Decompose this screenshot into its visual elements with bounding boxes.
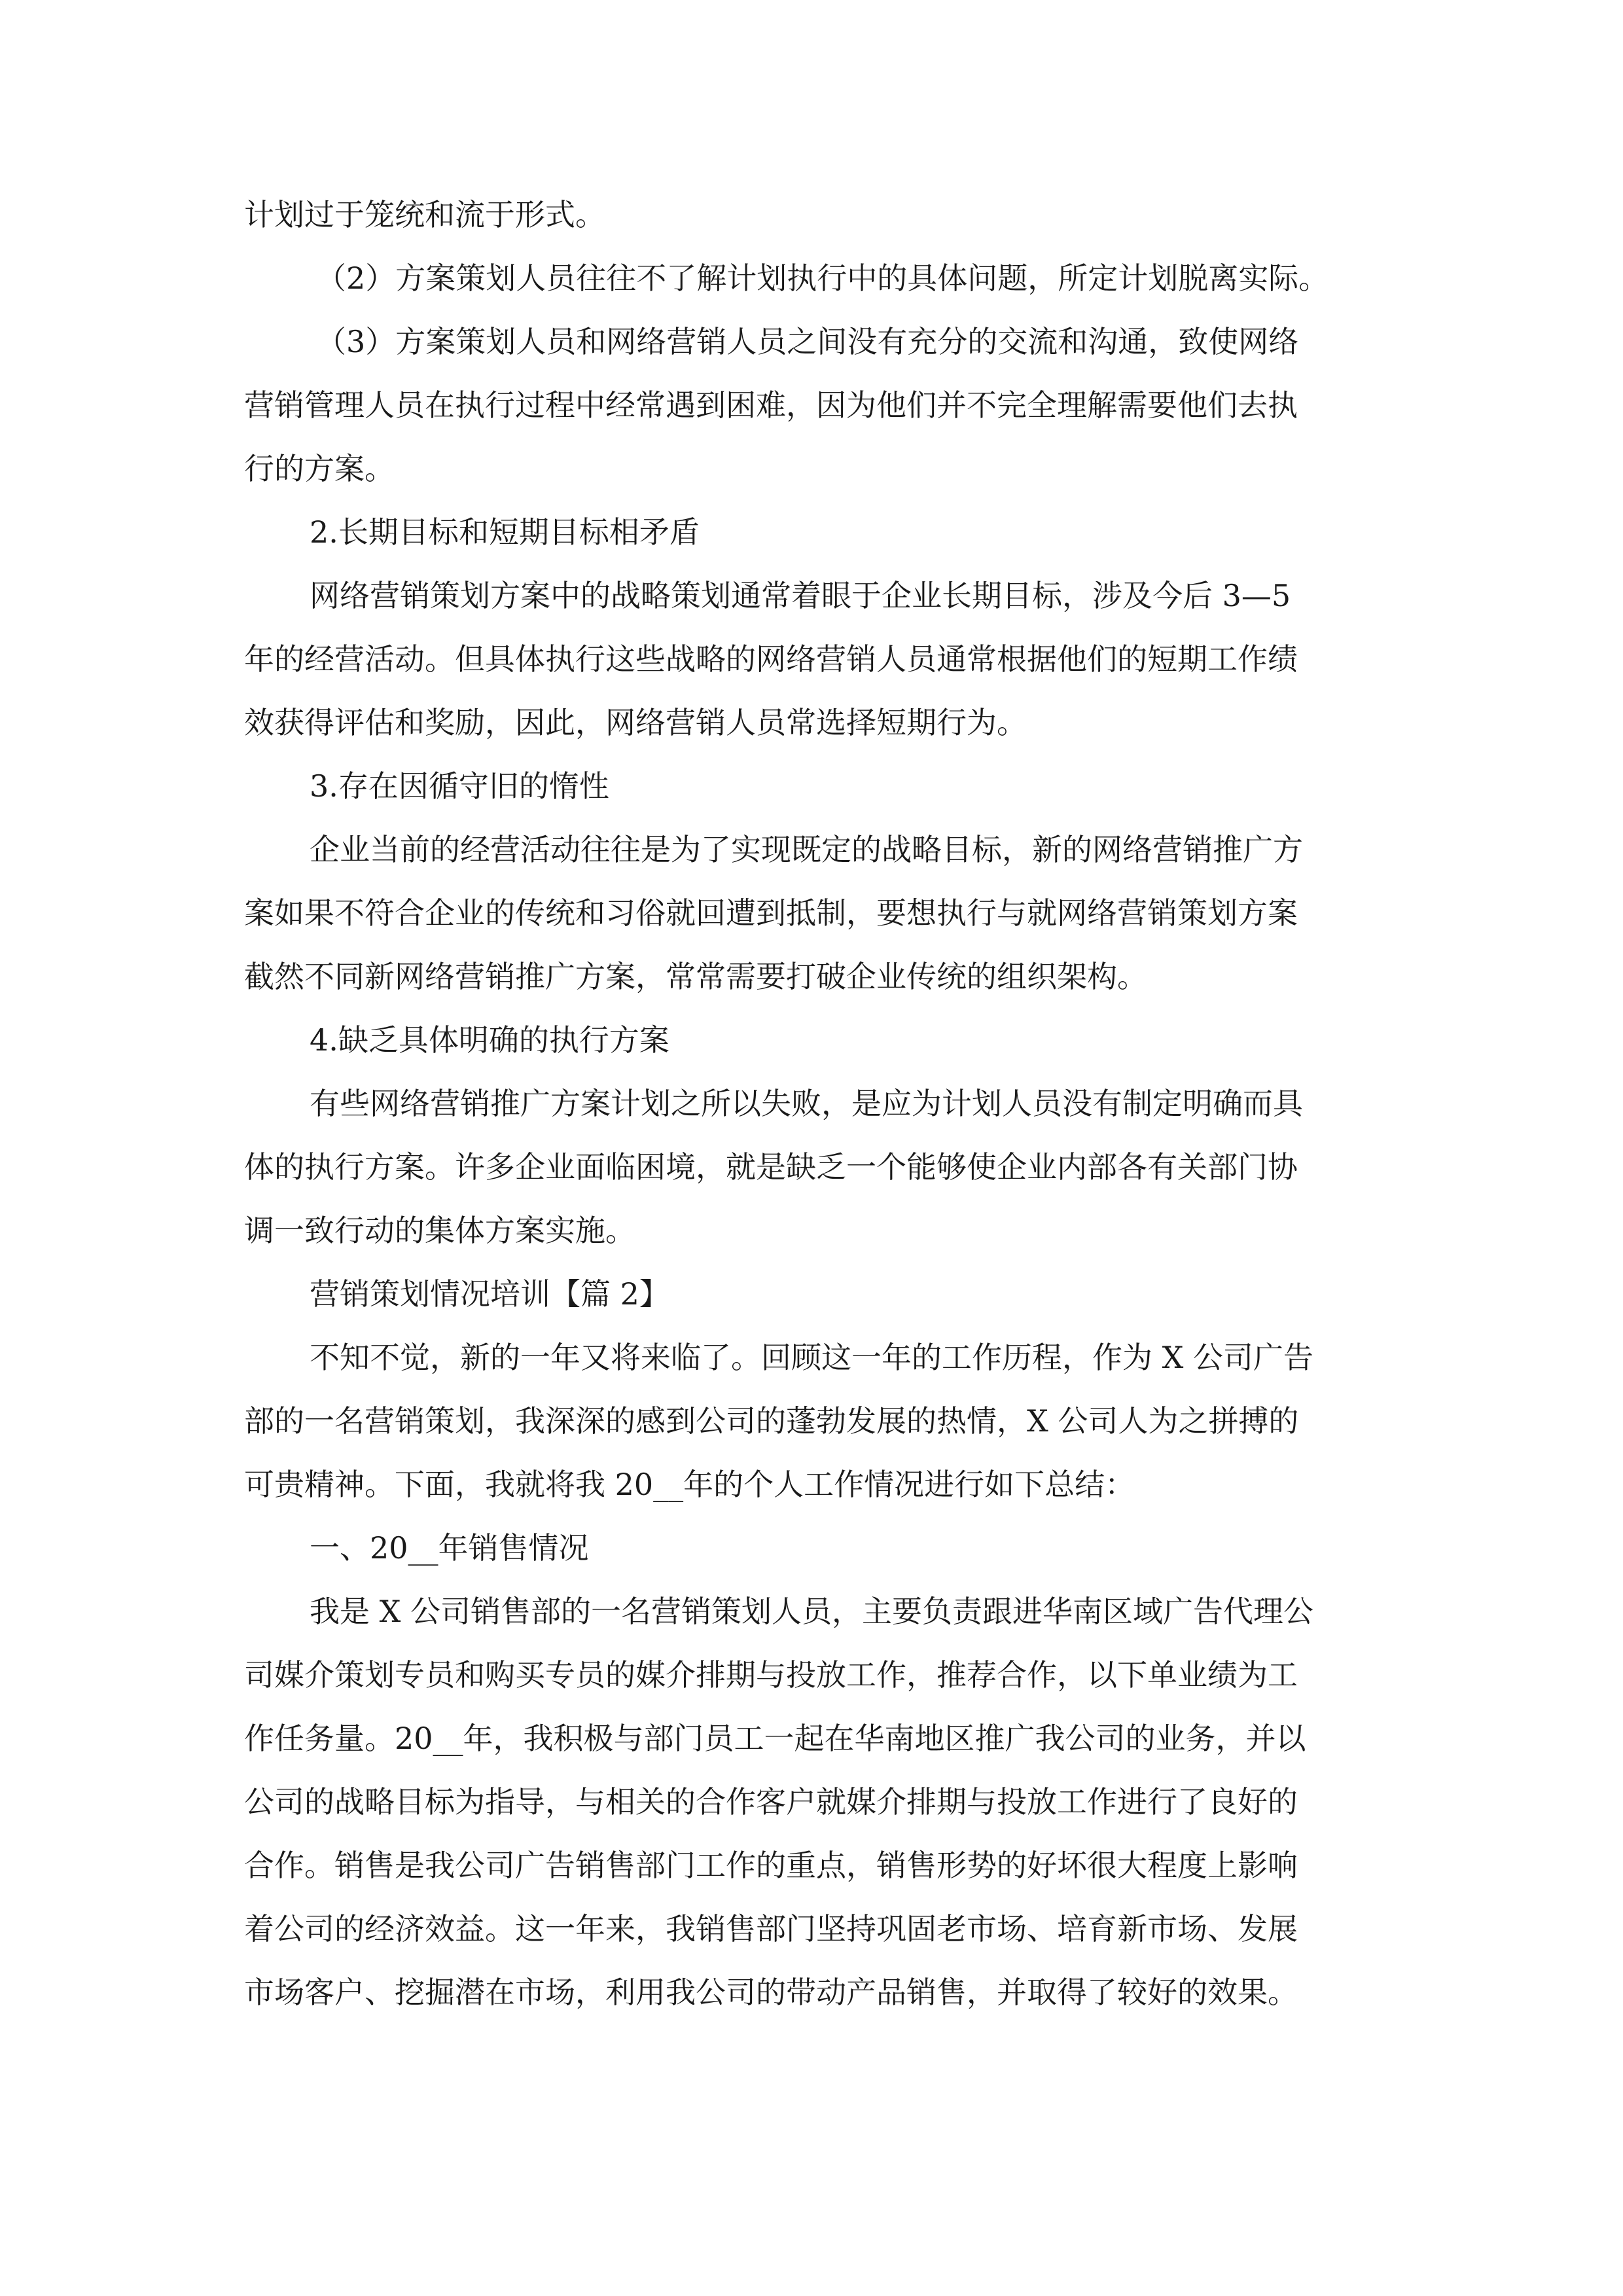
paragraph-line: 行的方案。 bbox=[244, 451, 395, 486]
paragraph-line: （2）方案策划人员往往不了解计划执行中的具体问题，所定计划脱离实际。 bbox=[316, 260, 1329, 296]
paragraph-line: 体的执行方案。许多企业面临困境，就是缺乏一个能够使企业内部各有关部门协 bbox=[244, 1149, 1298, 1185]
paragraph-line: 网络营销策划方案中的战略策划通常着眼于企业长期目标，涉及今后 3—5 bbox=[310, 578, 1291, 613]
paragraph-line: 不知不觉，新的一年又将来临了。回顾这一年的工作历程，作为 X 公司广告 bbox=[310, 1340, 1313, 1375]
paragraph-line: 公司的战略目标为指导，与相关的合作客户就媒介排期与投放工作进行了良好的 bbox=[244, 1784, 1298, 1820]
paragraph-line: 年的经营活动。但具体执行这些战略的网络营销人员通常根据他们的短期工作绩 bbox=[244, 641, 1298, 677]
paragraph-line: 计划过于笼统和流于形式。 bbox=[244, 197, 605, 232]
section-heading: 3.存在因循守旧的惰性 bbox=[310, 768, 609, 804]
paragraph-line: 着公司的经济效益。这一年来，我销售部门坚持巩固老市场、培育新市场、发展 bbox=[244, 1911, 1298, 1946]
paragraph-line: （3）方案策划人员和网络营销人员之间没有充分的交流和沟通，致使网络 bbox=[316, 324, 1299, 359]
paragraph-line: 效获得评估和奖励，因此，网络营销人员常选择短期行为。 bbox=[244, 705, 1027, 740]
paragraph-line: 合作。销售是我公司广告销售部门工作的重点，销售形势的好坏很大程度上影响 bbox=[244, 1848, 1298, 1883]
paragraph-line: 调一致行动的集体方案实施。 bbox=[244, 1213, 635, 1248]
paragraph-line: 截然不同新网络营销推广方案，常常需要打破企业传统的组织架构。 bbox=[244, 959, 1147, 994]
paragraph-line: 营销管理人员在执行过程中经常遇到困难，因为他们并不完全理解需要他们去执 bbox=[244, 387, 1298, 423]
paragraph-line: 市场客户、挖掘潜在市场，利用我公司的带动产品销售，并取得了较好的效果。 bbox=[244, 1975, 1298, 2010]
paragraph-line: 可贵精神。下面，我就将我 20__年的个人工作情况进行如下总结： bbox=[244, 1467, 1135, 1502]
paragraph-line: 企业当前的经营活动往往是为了实现既定的战略目标，新的网络营销推广方 bbox=[310, 832, 1303, 867]
section-heading: 4.缺乏具体明确的执行方案 bbox=[310, 1022, 669, 1058]
paragraph-line: 作任务量。20__年，我积极与部门员工一起在华南地区推广我公司的业务，并以 bbox=[244, 1721, 1306, 1756]
article-heading: 营销策划情况培训【篇 2】 bbox=[310, 1276, 669, 1312]
section-heading: 2.长期目标和短期目标相矛盾 bbox=[310, 514, 700, 550]
section-heading: 一、20__年销售情况 bbox=[310, 1530, 589, 1566]
paragraph-line: 我是 X 公司销售部的一名营销策划人员，主要负责跟进华南区域广告代理公 bbox=[310, 1594, 1313, 1629]
paragraph-line: 部的一名营销策划，我深深的感到公司的蓬勃发展的热情，X 公司人为之拼搏的 bbox=[244, 1403, 1299, 1439]
paragraph-line: 案如果不符合企业的传统和习俗就回遭到抵制，要想执行与就网络营销策划方案 bbox=[244, 895, 1298, 931]
paragraph-line: 司媒介策划专员和购买专员的媒介排期与投放工作，推荐合作，以下单业绩为工 bbox=[244, 1657, 1298, 1693]
paragraph-line: 有些网络营销推广方案计划之所以失败，是应为计划人员没有制定明确而具 bbox=[310, 1086, 1303, 1121]
